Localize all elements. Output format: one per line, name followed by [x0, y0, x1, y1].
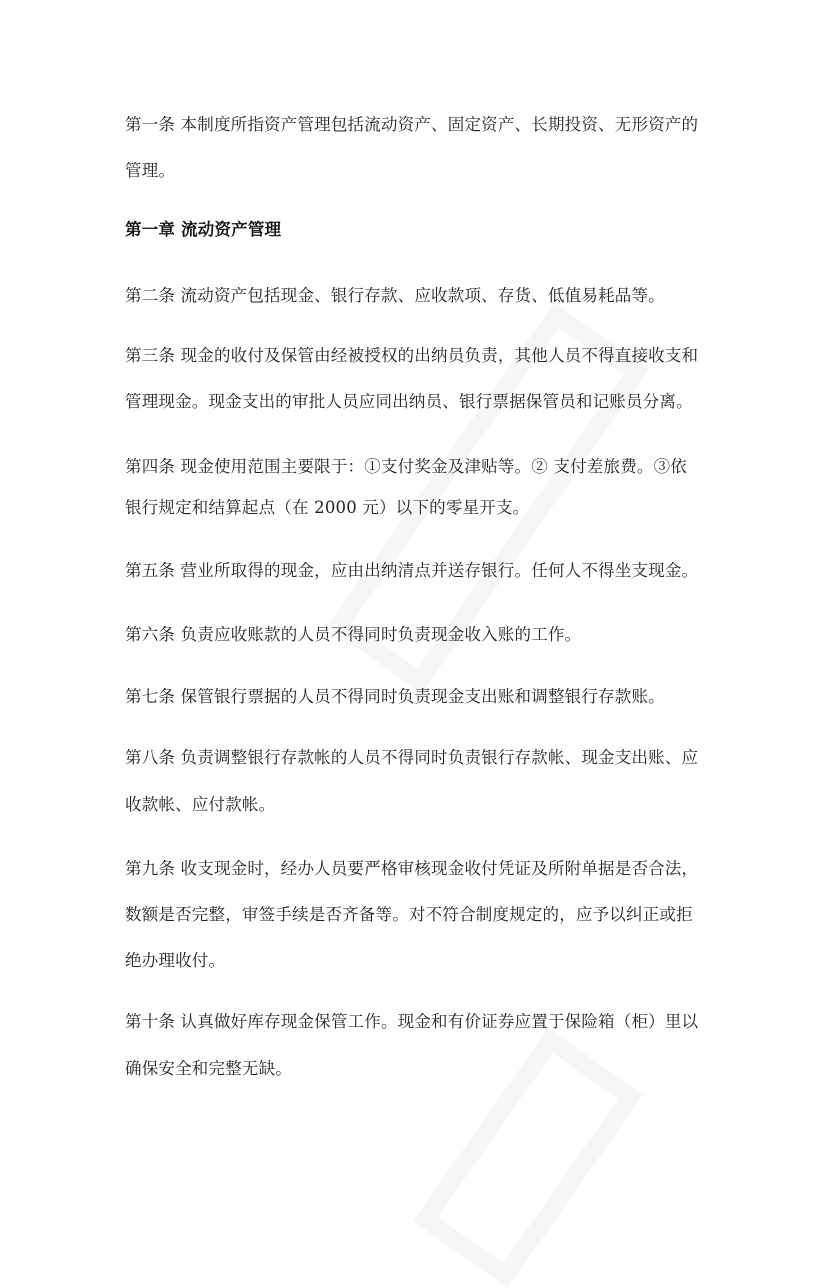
article-5: 第五条 营业所取得的现金，应由出纳清点并送存银行。任何人不得坐支现金。 [125, 561, 699, 580]
article-7: 第七条 保管银行票据的人员不得同时负责现金支出账和调整银行存款账。 [125, 687, 665, 706]
article-9-line-3: 绝办理收付。 [125, 951, 226, 970]
article-4-line-2: 银行规定和结算起点（在 2000 元）以下的零星开支。 [125, 498, 530, 517]
chapter-heading: 第一章 流动资产管理 [125, 220, 282, 239]
article-9-line-1: 第九条 收支现金时，经办人员要严格审核现金收付凭证及所附单据是否合法， [125, 859, 699, 878]
article-2: 第二条 流动资产包括现金、银行存款、应收款项、存货、低值易耗品等。 [125, 286, 665, 305]
article-8-line-2: 收款帐、应付款帐。 [125, 795, 276, 814]
article-4-line-1: 第四条 现金使用范围主要限于：①支付奖金及津贴等。② 支付差旅费。③依 [125, 457, 687, 476]
article-1-line-1: 第一条 本制度所指资产管理包括流动资产、固定资产、长期投资、无形资产的 [125, 115, 699, 134]
article-1-line-2: 管理。 [125, 161, 176, 180]
article-3-line-1: 第三条 现金的收付及保管由经被授权的出纳员负责，其他人员不得直接收支和 [125, 346, 699, 365]
article-10-line-2: 确保安全和完整无缺。 [125, 1059, 292, 1078]
article-6: 第六条 负责应收账款的人员不得同时负责现金收入账的工作。 [125, 625, 582, 644]
article-3-line-2: 管理现金。现金支出的审批人员应同出纳员、银行票据保管员和记账员分离。 [125, 392, 693, 411]
article-10-line-1: 第十条 认真做好库存现金保管工作。现金和有价证券应置于保险箱（柜）里以 [125, 1012, 699, 1031]
watermark [413, 1028, 643, 1288]
article-8-line-1: 第八条 负责调整银行存款帐的人员不得同时负责银行存款帐、现金支出账、应 [125, 748, 699, 767]
article-9-line-2: 数额是否完整，审签手续是否齐备等。对不符合制度规定的，应予以纠正或拒 [125, 905, 693, 924]
